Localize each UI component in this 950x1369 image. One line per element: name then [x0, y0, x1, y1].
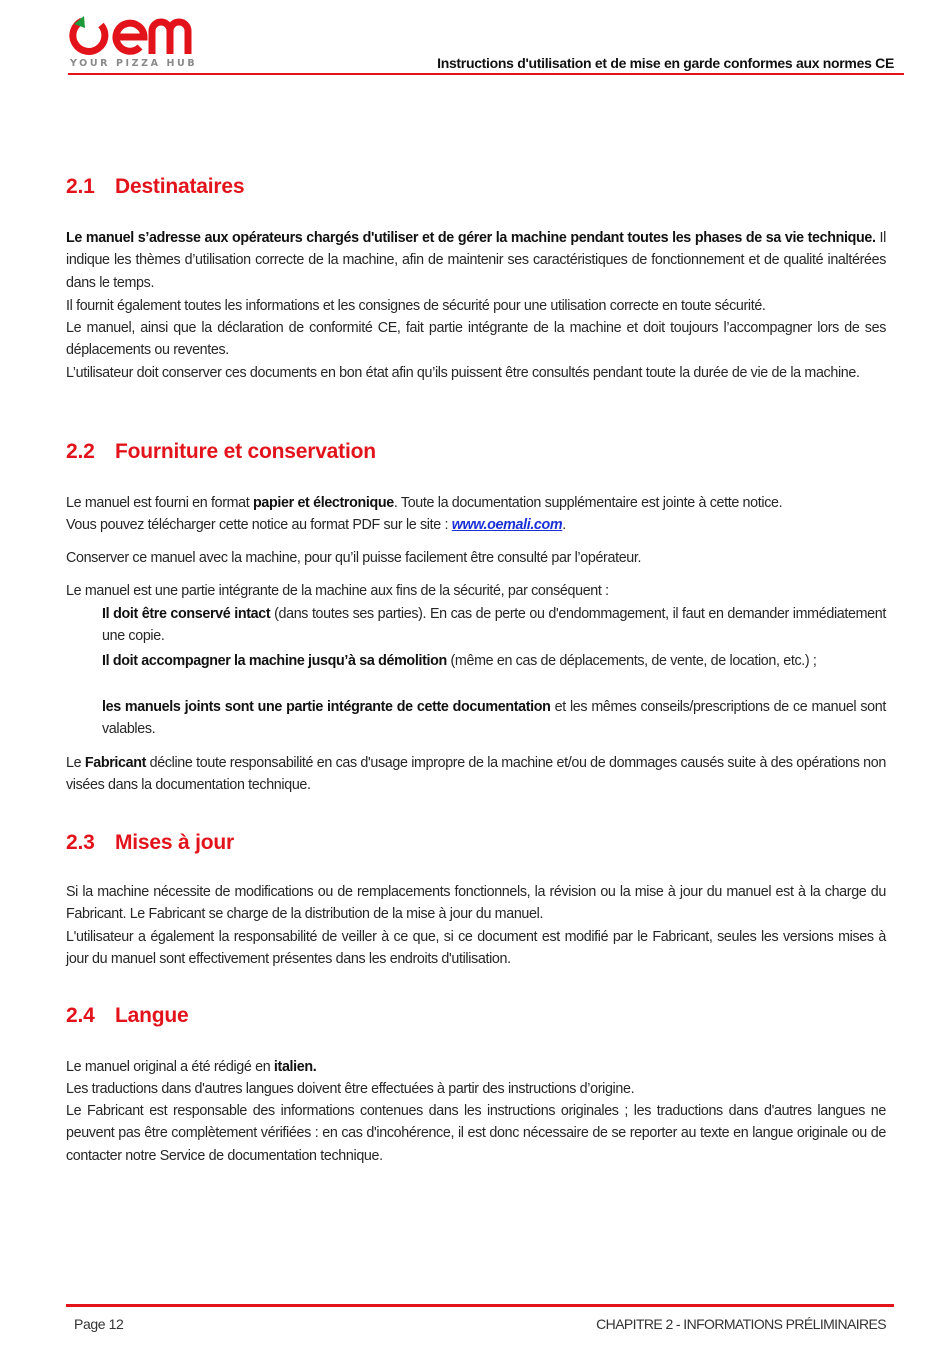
page-header	[0, 0, 950, 80]
chapter-label: CHAPITRE 2 - INFORMATIONS PRÉLIMINAIRES	[596, 1316, 886, 1332]
section-heading-destinataires	[66, 175, 244, 199]
paragraph: Si la machine nécessite de modifications ou de remplacements fonctionnels, la révision ou la mise à jour du manuel est à la charge du Fabricant. Le Fabricant se charge de la distribution de la mise à jour du manuel.	[66, 884, 886, 923]
document-title: Instructions d'utilisation et de mise en garde conformes aux normes CE	[437, 55, 894, 71]
section-number: 2.2	[66, 440, 95, 463]
section-number: 2.3	[66, 831, 95, 854]
page-number: Page 12	[74, 1316, 124, 1332]
bold-text: papier et électronique	[253, 495, 394, 511]
paragraph: Il fournit également toutes les informations et les consignes de sécurité pour une utilisation correcte en toute sécurité.	[66, 298, 766, 314]
section-number: 2.4	[66, 1004, 95, 1027]
paragraph: Le manuel est une partie intégrante de la machine aux fins de la sécurité, par conséquent :	[66, 583, 609, 599]
bold-lead-text: Le manuel s’adresse aux opérateurs chargés d'utiliser et de gérer la machine pendant toutes les phases de sa vie technique.	[66, 230, 876, 246]
paragraph: Le manuel s’adresse aux opérateurs chargés d'utiliser et de gérer la machine pendant toutes les phases de sa vie technique. Il indique les thèmes d’utilisation correcte de la machine, afin de maintenir ses caractéristiques de fonctionnement et de qualité inaltérées dans le temps.	[66, 230, 886, 291]
header-divider	[68, 73, 904, 75]
section-heading-fourniture	[66, 440, 376, 464]
footer-divider	[66, 1304, 894, 1307]
bold-text: Il doit accompagner la machine jusqu’à sa démolition	[102, 653, 447, 669]
paragraph: Le Fabricant décline toute responsabilité en cas d'usage impropre de la machine et/ou de dommages causés suite à des opérations non visées dans la documentation technique.	[66, 755, 886, 794]
section-title: Fourniture et conservation	[115, 440, 376, 463]
section-title: Destinataires	[115, 175, 245, 198]
section-title: Mises à jour	[115, 831, 234, 854]
bold-text: les manuels joints sont une partie intégrante de cette documentation	[102, 699, 551, 715]
section-title: Langue	[115, 1004, 189, 1027]
website-link[interactable]: www.oemali.com	[451, 517, 563, 534]
bold-text: Fabricant	[84, 755, 147, 771]
oem-logo-icon	[68, 13, 208, 57]
paragraph: Le manuel, ainsi que la déclaration de conformité CE, fait partie intégrante de la machine et doit toujours l’accompagner lors de ses déplacements ou reventes.	[66, 320, 886, 359]
list-item: Il doit accompagner la machine jusqu’à sa démolition (même en cas de déplacements, de vente, de location, etc.) ;	[102, 653, 817, 669]
bold-text: italien.	[273, 1059, 317, 1075]
bold-text: Il doit être conservé intact	[102, 606, 271, 622]
section-heading-mises-a-jour	[66, 831, 234, 855]
list-item: Il doit être conservé intact (dans toutes ses parties). En cas de perte ou d'endommagement, il faut en demander immédiatement une copie.	[102, 606, 886, 645]
paragraph: Le Fabricant est responsable des informations contenues dans les instructions originales ; les traductions dans d'autres langues ne peuvent pas être complètement vérifiées : en cas d'incohérence, il est donc nécessaire de se reporter au texte en langue originale ou de contacter notre Service de documentation technique.	[66, 1103, 886, 1164]
paragraph: L’utilisateur doit conserver ces documents en bon état afin qu’ils puissent être consultés pendant toute la durée de vie de la machine.	[66, 365, 860, 381]
paragraph: Le manuel est fourni en format papier et électronique. Toute la documentation supplémentaire est jointe à cette notice. Vous pouvez télécharger cette notice au format PDF sur le site : www.oemali.com.	[66, 495, 783, 534]
brand-tagline: YOUR PIZZA HUB	[70, 58, 198, 69]
paragraph: Conserver ce manuel avec la machine, pour qu’il puisse facilement être consulté par l’opérateur.	[66, 550, 642, 566]
brand-logo	[68, 13, 208, 73]
section-heading-langue	[66, 1004, 188, 1028]
paragraph: L'utilisateur a également la responsabilité de veiller à ce que, si ce document est modifié par le Fabricant, seules les versions mises à jour du manuel sont effectivement présentes dans les endroits d'utilisation.	[66, 929, 886, 968]
list-item: les manuels joints sont une partie intégrante de cette documentation et les mêmes conseils/prescriptions de ce manuel sont valables.	[102, 699, 886, 738]
paragraph: Les traductions dans d'autres langues doivent être effectuées à partir des instructions d’origine.	[66, 1081, 635, 1097]
section-number: 2.1	[66, 175, 95, 198]
paragraph: Le manuel original a été rédigé en italien.	[66, 1059, 317, 1075]
